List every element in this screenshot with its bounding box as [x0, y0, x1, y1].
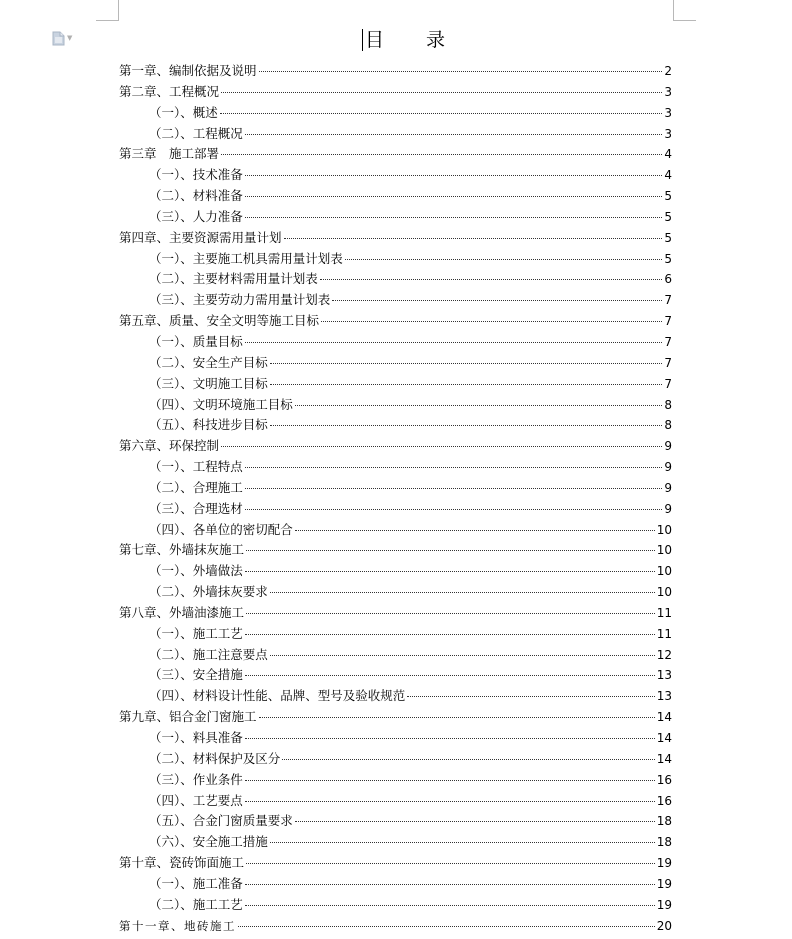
toc-entry-label: （二）、外墙抹灰要求	[149, 584, 268, 600]
toc-section-entry[interactable]	[119, 103, 672, 124]
toc-section-entry[interactable]	[119, 791, 672, 812]
page-margin-corner-top-left	[96, 0, 119, 21]
toc-entry-label: （二）、合理施工	[149, 479, 243, 495]
toc-dot-leader	[245, 738, 655, 739]
toc-page-number: 16	[656, 772, 672, 787]
toc-section-entry[interactable]	[119, 415, 672, 436]
toc-entry-label: （一）、外墙做法	[149, 563, 243, 579]
toc-entry-label: （二）、施工工艺	[149, 896, 243, 912]
toc-entry-label: （六）、安全施工措施	[149, 834, 268, 850]
toc-section-entry[interactable]	[119, 665, 672, 686]
toc-section-entry[interactable]	[119, 728, 672, 749]
toc-dot-leader	[270, 655, 655, 656]
text-cursor	[362, 29, 363, 51]
toc-section-entry[interactable]	[119, 249, 672, 270]
toc-entry-label: （五）、合金门窗质量要求	[149, 813, 293, 829]
toc-dot-leader	[295, 405, 663, 406]
toc-entry-label: （二）、施工注意要点	[149, 646, 268, 662]
toc-dot-leader	[245, 488, 663, 489]
toc-dot-leader	[270, 363, 663, 364]
toc-dot-leader	[245, 342, 663, 343]
toc-dot-leader	[246, 863, 655, 864]
toc-entry-label: （四）、工艺要点	[149, 792, 243, 808]
toc-page-number: 11	[656, 626, 672, 641]
toc-dot-leader	[321, 321, 662, 322]
toc-page-number: 19	[656, 856, 672, 871]
toc-entry-label: （三）、主要劳动力需用量计划表	[149, 292, 331, 308]
document-icon	[52, 31, 65, 46]
toc-entry-label: 第八章、外墙油漆施工	[119, 604, 245, 620]
toc-chapter-entry[interactable]	[119, 540, 672, 561]
toc-entry-label: （五）、科技进步目标	[149, 417, 268, 433]
toc-entry-label: （三）、人力准备	[149, 208, 243, 224]
toc-page-number: 7	[664, 293, 672, 308]
toc-dot-leader	[282, 759, 654, 760]
toc-section-entry[interactable]	[119, 269, 672, 290]
toc-chapter-entry[interactable]	[119, 144, 672, 165]
toc-dot-leader	[221, 92, 662, 93]
paragraph-options-button[interactable]	[52, 31, 72, 46]
toc-page-number: 14	[656, 751, 672, 766]
toc-entry-label: 第九章、铝合金门窗施工	[119, 709, 257, 725]
toc-dot-leader	[245, 780, 655, 781]
toc-entry-label: （三）、安全措施	[149, 667, 243, 683]
toc-entry-label: （二）、材料保护及区分	[149, 750, 281, 766]
toc-dot-leader	[270, 425, 663, 426]
toc-page-number: 12	[656, 647, 672, 662]
toc-page-number: 19	[656, 876, 672, 891]
toc-entry-label: （四）、文明环境施工目标	[149, 396, 293, 412]
toc-dot-leader	[259, 71, 663, 72]
toc-section-entry[interactable]	[119, 561, 672, 582]
toc-chapter-entry[interactable]	[119, 311, 672, 332]
toc-page-number: 10	[656, 585, 672, 600]
toc-page-number: 4	[664, 147, 672, 162]
toc-dot-leader	[245, 634, 655, 635]
toc-entry-label: （一）、技术准备	[149, 167, 243, 183]
toc-section-entry[interactable]	[119, 165, 672, 186]
toc-chapter-entry[interactable]	[119, 853, 672, 874]
toc-dot-leader	[320, 279, 663, 280]
toc-dot-leader	[221, 446, 662, 447]
toc-page-number: 3	[664, 84, 672, 99]
toc-entry-label: （二）、材料准备	[149, 188, 243, 204]
toc-entry-label: 第五章、质量、安全文明等施工目标	[119, 313, 320, 329]
toc-dot-leader	[245, 175, 663, 176]
toc-dot-leader	[270, 842, 655, 843]
toc-page-number: 2	[664, 64, 672, 78]
toc-page-number: 5	[664, 209, 672, 224]
toc-page-number: 10	[656, 522, 672, 537]
table-of-contents	[119, 61, 672, 936]
toc-page-number: 7	[664, 376, 672, 391]
toc-dot-leader	[284, 238, 663, 239]
toc-entry-label: 第三章 施工部署	[119, 146, 220, 162]
page-margin-corner-top-right	[673, 0, 696, 21]
toc-entry-label: （二）、主要材料需用量计划表	[149, 271, 318, 287]
toc-section-entry[interactable]	[119, 645, 672, 666]
toc-page-number: 10	[656, 543, 672, 558]
toc-chapter-entry[interactable]	[119, 603, 672, 624]
toc-page-number: 13	[656, 668, 672, 683]
toc-dot-leader	[220, 113, 663, 114]
toc-page-number: 14	[656, 710, 672, 725]
toc-dot-leader	[246, 613, 655, 614]
toc-page-number: 9	[664, 460, 672, 475]
toc-entry-label: （四）、各单位的密切配合	[149, 521, 293, 537]
toc-page-number: 16	[656, 793, 672, 808]
toc-page-number: 3	[664, 105, 672, 120]
toc-section-entry[interactable]	[119, 520, 672, 541]
toc-page-number: 11	[656, 605, 672, 620]
toc-dot-leader	[245, 196, 663, 197]
toc-dot-leader	[295, 530, 655, 531]
toc-section-entry[interactable]	[119, 332, 672, 353]
toc-page-number: 19	[656, 897, 672, 912]
toc-chapter-entry[interactable]	[119, 82, 672, 103]
toc-page-number: 5	[664, 230, 672, 245]
toc-entry-label: （四）、材料设计性能、品牌、型号及验收规范	[149, 688, 406, 704]
toc-section-entry[interactable]	[119, 374, 672, 395]
toc-chapter-entry[interactable]	[119, 436, 672, 457]
toc-section-entry[interactable]	[119, 749, 672, 770]
toc-section-entry[interactable]	[119, 582, 672, 603]
toc-section-entry[interactable]	[119, 478, 672, 499]
toc-page-number: 7	[664, 355, 672, 370]
toc-section-entry[interactable]	[119, 832, 672, 853]
toc-section-entry[interactable]	[119, 395, 672, 416]
toc-entry-label: 第六章、环保控制	[119, 438, 220, 454]
toc-dot-leader	[245, 217, 663, 218]
toc-page-number: 9	[664, 480, 672, 495]
toc-entry-label: 第二章、工程概况	[119, 83, 220, 99]
chevron-down-icon: ▼	[67, 34, 73, 42]
toc-page-number: 18	[656, 835, 672, 850]
toc-section-entry[interactable]	[119, 686, 672, 707]
toc-dot-leader	[245, 884, 655, 885]
toc-page-number: 8	[664, 418, 672, 433]
toc-page-number: 7	[664, 314, 672, 329]
toc-section-entry[interactable]	[119, 457, 672, 478]
toc-dot-leader	[295, 821, 655, 822]
toc-section-entry[interactable]	[119, 207, 672, 228]
toc-section-entry[interactable]	[119, 624, 672, 645]
toc-dot-leader	[246, 550, 655, 551]
toc-page-number: 9	[664, 439, 672, 454]
toc-dot-leader	[245, 509, 663, 510]
toc-entry-label: （一）、主要施工机具需用量计划表	[149, 250, 343, 266]
toc-dot-leader	[345, 259, 663, 260]
toc-dot-leader	[245, 467, 663, 468]
toc-section-entry[interactable]	[119, 874, 672, 895]
toc-dot-leader	[221, 154, 662, 155]
toc-dot-leader	[245, 905, 655, 906]
toc-page-number: 3	[664, 126, 672, 141]
toc-page-number: 6	[664, 272, 672, 287]
toc-page-number: 14	[656, 731, 672, 745]
toc-section-entry[interactable]	[119, 353, 672, 374]
toc-entry-label: （一）、施工准备	[149, 875, 243, 891]
toc-dot-leader	[238, 926, 655, 927]
toc-entry-label: 第一章、编制依据及说明	[119, 63, 257, 78]
toc-entry-label: 第十章、瓷砖饰面施工	[119, 855, 245, 871]
toc-dot-leader	[245, 134, 663, 135]
toc-entry-label: （三）、合理选材	[149, 500, 243, 516]
toc-page-number: 9	[664, 501, 672, 516]
toc-entry-label: （一）、质量目标	[149, 333, 243, 349]
toc-section-entry[interactable]	[119, 290, 672, 311]
toc-entry-label: （三）、作业条件	[149, 771, 243, 787]
toc-section-entry[interactable]	[119, 124, 672, 145]
toc-section-entry[interactable]	[119, 811, 672, 832]
toc-page-number: 5	[664, 251, 672, 266]
page-title: 目 录	[365, 29, 464, 51]
toc-chapter-entry[interactable]	[119, 916, 672, 937]
toc-dot-leader	[259, 717, 655, 718]
toc-entry-label: 第七章、外墙抹灰施工	[119, 542, 245, 558]
toc-page-number: 8	[664, 397, 672, 412]
toc-dot-leader	[245, 675, 655, 676]
toc-chapter-entry[interactable]	[119, 61, 672, 82]
toc-entry-label: 第四章、主要资源需用量计划	[119, 229, 282, 245]
toc-section-entry[interactable]	[119, 895, 672, 916]
toc-entry-label: （二）、安全生产目标	[149, 354, 268, 370]
toc-entry-label: （三）、文明施工目标	[149, 375, 268, 391]
toc-dot-leader	[332, 300, 662, 301]
toc-dot-leader	[407, 696, 654, 697]
toc-entry-label: （一）、工程特点	[149, 459, 243, 475]
toc-page-number: 7	[664, 334, 672, 349]
toc-dot-leader	[270, 384, 663, 385]
toc-page-number: 5	[664, 189, 672, 204]
toc-entry-label: （一）、概述	[149, 104, 218, 120]
toc-entry-label: 第十一章、地砖施工	[119, 918, 236, 933]
toc-page-number: 20	[656, 918, 672, 933]
toc-dot-leader	[270, 592, 655, 593]
toc-dot-leader	[245, 571, 655, 572]
toc-dot-leader	[245, 801, 655, 802]
toc-section-entry[interactable]	[119, 186, 672, 207]
toc-page-number: 13	[656, 689, 672, 704]
toc-page-number: 4	[664, 168, 672, 183]
toc-chapter-entry[interactable]	[119, 707, 672, 728]
toc-section-entry[interactable]	[119, 770, 672, 791]
toc-page-number: 10	[656, 564, 672, 579]
toc-entry-label: （一）、施工工艺	[149, 625, 243, 641]
toc-section-entry[interactable]	[119, 499, 672, 520]
toc-page-number: 18	[656, 814, 672, 829]
toc-entry-label: （二）、工程概况	[149, 125, 243, 141]
toc-chapter-entry[interactable]	[119, 228, 672, 249]
toc-entry-label: （一）、料具准备	[149, 730, 243, 745]
toc-heading	[362, 28, 463, 52]
